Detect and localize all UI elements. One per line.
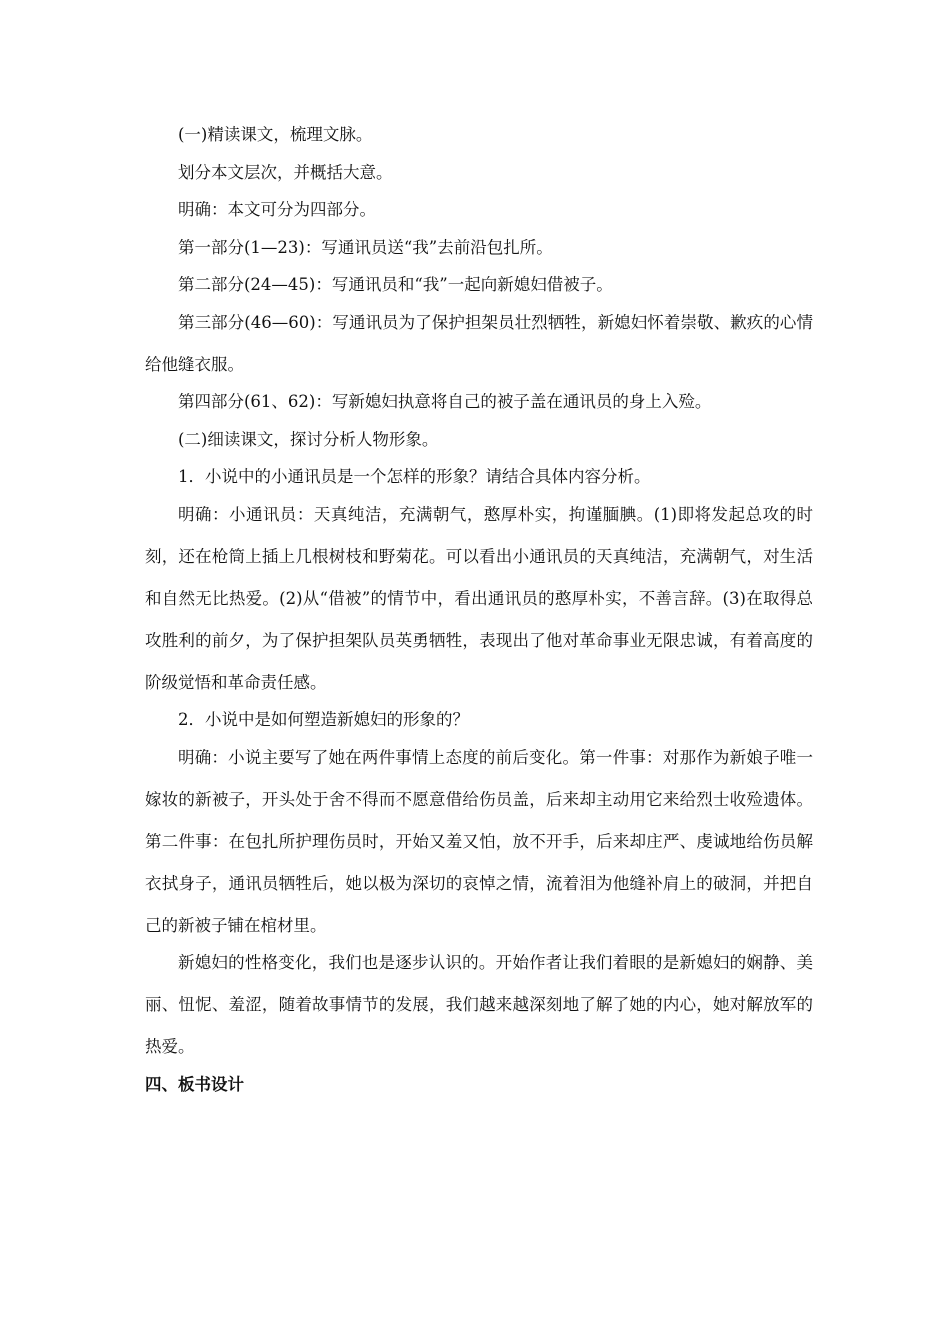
character-change-paragraph: 新媳妇的性格变化，我们也是逐步认识的。开始作者让我们着眼的是新媳妇的娴静、美丽、忸怩、羞涩，随着故事情节的发展，我们越来越深刻地了解了她的内心，她对解放军的热爱。	[145, 953, 813, 1056]
answer-paragraph: 明确：本文可分为四部分。	[178, 200, 376, 219]
answer-one-paragraph: 明确：小通讯员：天真纯洁，充满朝气，憨厚朴实，拘谨腼腆。(1)即将发起总攻的时刻，还在枪筒上插上几根树枝和野菊花。可以看出小通讯员的天真纯洁，充满朝气，对生活和自然无比热爱。(2)从“借被”的情节中，看出通讯员的憨厚朴实，不善言辞。(3)在取得总攻胜利的前夕，为了保护担架队员英勇牺牲，表现出了他对革命事业无限忠诚，有着高度的阶级觉悟和革命责任感。	[145, 504, 813, 692]
question-one: 1．小说中的小通讯员是一个怎样的形象？请结合具体内容分析。	[178, 467, 651, 486]
question-two: 2．小说中是如何塑造新媳妇的形象的？	[178, 710, 469, 729]
part-four-paragraph: 第四部分(61、62)：写新媳妇执意将自己的被子盖在通讯员的身上入殓。	[178, 392, 712, 411]
subheading-close-reading: (一)精读课文，梳理文脉。	[178, 125, 373, 144]
part-three-paragraph: 第三部分(46—60)：写通讯员为了保护担架员壮烈牺牲，新媳妇怀着崇敬、歉疚的心情给他缝衣服。	[145, 312, 813, 374]
part-two-paragraph: 第二部分(24—45)：写通讯员和“我”一起向新媳妇借被子。	[178, 275, 613, 294]
answer-two-paragraph: 明确：小说主要写了她在两件事情上态度的前后变化。第一件事：对那作为新娘子唯一嫁妆的新被子，开头处于舍不得而不愿意借给伤员盖，后来却主动用它来给烈士收殓遗体。第二件事：在包扎所护理伤员时，开始又羞又怕，放不开手，后来却庄严、虔诚地给伤员解衣拭身子，通讯员牺牲后，她以极为深切的哀悼之情，流着泪为他缝补肩上的破洞，并把自己的新被子铺在棺材里。	[145, 747, 813, 935]
subheading-detail-reading: (二)细读课文，探讨分析人物形象。	[178, 429, 439, 449]
part-one-paragraph: 第一部分(1—23)：写通讯员送“我”去前沿包扎所。	[178, 237, 553, 257]
task-paragraph: 划分本文层次，并概括大意。	[178, 162, 393, 182]
document-body	[145, 121, 813, 1108]
section-heading: 四、板书设计	[145, 1074, 244, 1094]
